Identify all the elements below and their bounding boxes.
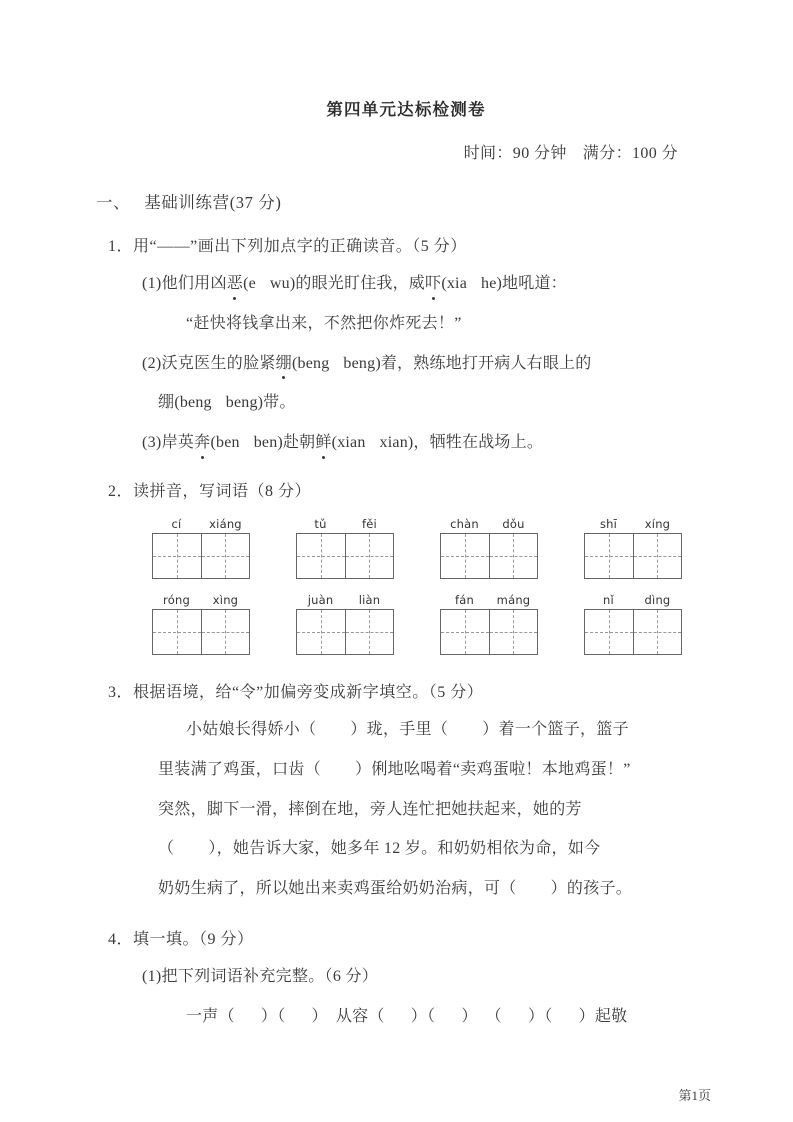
tianzige-cells[interactable] <box>296 609 394 655</box>
pinyin-labels <box>296 593 394 607</box>
pinyin-syllable: shī <box>599 516 618 531</box>
text-c: ） <box>311 1007 328 1025</box>
text-b: ）珑，手里（ <box>350 720 449 738</box>
pinyin-syllable: máng <box>496 592 531 607</box>
answer-blank[interactable] <box>316 718 350 743</box>
tianzige-cells[interactable] <box>584 533 682 579</box>
answer-blank[interactable] <box>553 1005 579 1030</box>
pinyin-grid-row <box>152 593 696 655</box>
question-4-fill-line <box>96 1005 696 1030</box>
item-text-c: xian)，牺牲在战场上。 <box>379 434 544 452</box>
pinyin-syllable: liàn <box>358 592 381 607</box>
pinyin-syllable: nǐ <box>603 592 614 607</box>
section-heading-1 <box>96 189 696 213</box>
pinyin-syllable: dìng <box>644 592 671 607</box>
tianzige-cell[interactable] <box>297 610 345 654</box>
page-title: 第四单元达标检测卷 <box>326 100 486 119</box>
pinyin-labels <box>440 517 538 531</box>
text-h: ）（ <box>527 1007 553 1025</box>
text-e: ）（ <box>410 1007 436 1025</box>
tianzige-cells[interactable] <box>440 609 538 655</box>
pinyin-syllable: róng <box>163 592 190 607</box>
pinyin-grid-group <box>584 517 682 579</box>
pinyin-labels <box>152 593 250 607</box>
answer-blank[interactable] <box>385 1005 411 1030</box>
pinyin-syllable: cí <box>171 516 182 531</box>
question-1-item-2-line-1 <box>96 352 696 377</box>
question-2-heading: 2．读拼音，写词语（8 分） <box>108 482 312 500</box>
answer-blank[interactable] <box>502 1005 528 1030</box>
pinyin-syllable: juàn <box>307 592 334 607</box>
pinyin-syllable: fěi <box>362 516 377 531</box>
pinyin-labels <box>152 517 250 531</box>
text-a: 一声（ <box>186 1007 235 1025</box>
exam-meta <box>96 140 696 163</box>
question-1-item-1-line-1 <box>96 272 696 297</box>
exam-total-score: 满分：100 分 <box>582 145 678 162</box>
tianzige-cell[interactable] <box>489 610 537 654</box>
emphasis-char: 恶 <box>227 272 243 297</box>
pinyin-grid-block <box>96 517 696 655</box>
question-1-item-3-line-1 <box>96 431 696 456</box>
pinyin-labels <box>584 593 682 607</box>
pinyin-grid-group <box>296 517 394 579</box>
item-text-c: he)地吼道： <box>481 275 567 292</box>
tianzige-cells[interactable] <box>152 533 250 579</box>
tianzige-cells[interactable] <box>440 533 538 579</box>
tianzige-cell[interactable] <box>633 610 681 654</box>
answer-blank[interactable] <box>517 877 551 902</box>
item-label: (2) <box>142 354 162 372</box>
tianzige-cell[interactable] <box>153 534 201 578</box>
answer-blank[interactable] <box>235 1005 261 1030</box>
tianzige-cell[interactable] <box>297 534 345 578</box>
pinyin-labels <box>584 517 682 531</box>
tianzige-cells[interactable] <box>152 609 250 655</box>
answer-blank[interactable] <box>448 718 482 743</box>
pinyin-grid-group <box>152 517 250 579</box>
pinyin-syllable: xìng <box>212 592 239 607</box>
question-1-item-2-line-2 <box>96 391 696 416</box>
item-pinyin-b: (xian <box>331 434 366 452</box>
answer-blank[interactable] <box>435 1005 461 1030</box>
question-3-line-4 <box>96 837 696 862</box>
item-text-b: wu)的眼光盯住我，威 <box>269 275 426 292</box>
answer-blank[interactable] <box>174 837 208 862</box>
page-content <box>96 96 696 1045</box>
emphasis-char: 绷 <box>276 352 292 377</box>
item-text-a: 他们用凶 <box>161 275 227 292</box>
text-a: 里装满了鸡蛋，口齿（ <box>158 760 322 778</box>
text-d: 从容（ <box>335 1007 385 1025</box>
text-b: ），她告诉大家，她多年 12 岁。和奶奶相依为命，如今 <box>208 840 601 858</box>
tianzige-cell[interactable] <box>441 610 489 654</box>
item-pinyin-a: (e <box>243 275 256 292</box>
text-i: ）起敬 <box>578 1007 628 1025</box>
emphasis-char: 鲜 <box>315 431 331 456</box>
tianzige-cell[interactable] <box>489 534 537 578</box>
pinyin-syllable: xíng <box>644 516 671 531</box>
pinyin-grid-group <box>584 593 682 655</box>
page-number: 第1页 <box>678 1088 711 1103</box>
text-a: （ <box>158 840 175 858</box>
item-text-b: ben)赴朝 <box>253 434 316 452</box>
text-c: ）着一个篮子，篮子 <box>482 720 629 738</box>
question-3-line-3: 突然，脚下一滑，摔倒在地，旁人连忙把她扶起来，她的芳 <box>158 800 582 818</box>
pinyin-syllable: fán <box>455 592 474 607</box>
question-1-item-1-line-2: “赶快将钱拿出来，不然把你炸死去！” <box>186 314 462 332</box>
pinyin-syllable: tǔ <box>314 516 327 531</box>
pinyin-syllable: chàn <box>450 516 479 531</box>
question-3-heading: 3．根据语境，给“令”加偏旁变成新字填空。（5 分） <box>108 683 484 701</box>
text-g: （ <box>485 1007 502 1025</box>
text-f: ） <box>461 1007 478 1025</box>
tianzige-cell[interactable] <box>441 534 489 578</box>
question-4-sub-1: (1)把下列词语补充完整。（6 分） <box>142 967 379 985</box>
question-3-line-5 <box>96 877 696 902</box>
tianzige-cells[interactable] <box>584 609 682 655</box>
tianzige-cell[interactable] <box>345 610 393 654</box>
pinyin-grid-group <box>440 517 538 579</box>
pinyin-grid-group <box>152 593 250 655</box>
tianzige-cell[interactable] <box>345 534 393 578</box>
item-text-b: beng)着，熟练地打开病人右眼上的 <box>343 354 592 372</box>
answer-blank[interactable] <box>286 1005 312 1030</box>
question-3-line-2 <box>96 758 696 783</box>
pinyin-syllable: dǒu <box>502 516 525 531</box>
item-text-a: 沃克医生的脸紧 <box>161 354 276 372</box>
text-a: 小姑娘长得娇小（ <box>186 720 317 738</box>
emphasis-char: 吓 <box>425 272 441 297</box>
item-pinyin-a: (beng <box>174 394 212 412</box>
tianzige-cell[interactable] <box>585 610 633 654</box>
item-label: (3) <box>142 434 162 452</box>
pinyin-labels <box>296 517 394 531</box>
item-text-a: 岸英 <box>161 434 195 452</box>
tianzige-cell[interactable] <box>201 610 249 654</box>
text-b: ）的孩子。 <box>550 880 633 898</box>
pinyin-grid-row <box>152 517 696 579</box>
item-pinyin-b: (xia <box>441 275 468 292</box>
question-4-heading: 4．填一填。（9 分） <box>108 930 254 948</box>
text-b: ）俐地吆喝着“卖鸡蛋啦！本地鸡蛋！” <box>355 760 631 778</box>
tianzige-cell[interactable] <box>633 534 681 578</box>
tianzige-cells[interactable] <box>296 533 394 579</box>
tianzige-cell[interactable] <box>585 534 633 578</box>
pinyin-grid-group <box>296 593 394 655</box>
text-a: 奶奶生病了，所以她出来卖鸡蛋给奶奶治病，可（ <box>158 880 517 898</box>
question-1-heading: 1．用“——”画出下列加点字的正确读音。（5 分） <box>108 238 467 255</box>
item-pinyin-a: (ben <box>210 434 240 452</box>
tianzige-cell[interactable] <box>153 610 201 654</box>
pinyin-labels <box>440 593 538 607</box>
exam-time: 时间：90 分钟 <box>463 145 567 162</box>
answer-blank[interactable] <box>321 758 355 783</box>
section-title: 基础训练营(37 分) <box>144 193 282 212</box>
item-pinyin-a: (beng <box>291 354 330 372</box>
emphasis-char: 奔 <box>194 431 210 456</box>
question-3-line-1 <box>96 718 696 743</box>
item-text-a: 绷 <box>158 394 175 412</box>
item-label: (1) <box>142 275 162 292</box>
text-b: ）（ <box>260 1007 286 1025</box>
tianzige-cell[interactable] <box>201 534 249 578</box>
section-number: 一、 <box>96 193 131 212</box>
item-text-b: beng)带。 <box>225 394 296 412</box>
pinyin-grid-group <box>440 593 538 655</box>
pinyin-syllable: xiáng <box>209 516 242 531</box>
